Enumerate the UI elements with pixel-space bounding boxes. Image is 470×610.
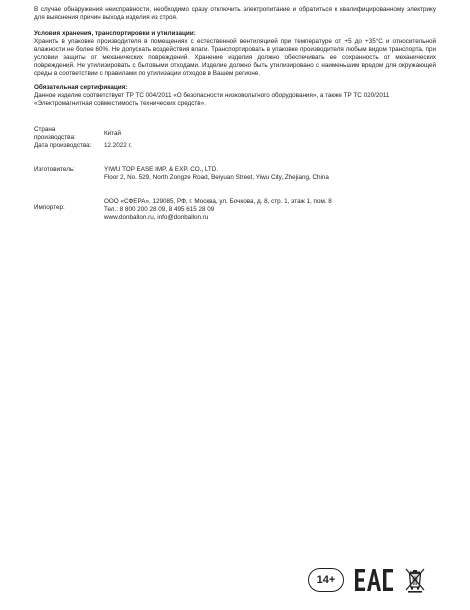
country-label-line2: производства: [34,134,76,141]
country-label [34,126,104,142]
country-row [34,126,332,142]
certification-marks [308,567,426,593]
importer-address: ООО «СФЕРА», 129085, РФ, г. Москва, ул. Бочкова, д. 8, стр. 1, этаж 1, пом. 8 [104,198,332,205]
storage-section [34,30,436,78]
manufacturer-address: Floor 2, No. 529, North Zongze Road, Beiyuan Street, Yiwu City, Zhejiang, China [104,174,329,181]
certification-heading: Обязательная сертификация: [34,84,128,91]
date-row [34,142,332,150]
manufacturer-value [104,166,332,182]
importer-web: www.donballon.ru, info@donballon.ru [104,214,209,221]
certification-section [34,84,436,108]
importer-phone: Тел.: 8 800 200 28 09, 8 495 615 28 09 [104,206,215,213]
date-label: Дата производства: [34,142,92,149]
manufacturer-label: Изготовитель: [34,166,75,173]
importer-label: Импортер: [34,204,65,211]
manufacturer-name: YIWU TOP EASE IMP. & EXP. CO., LTD. [104,166,219,173]
document-page [34,6,436,222]
eac-mark-icon [354,568,394,592]
certification-body: Данное изделие соответствует ТР ТС 004/2011 «О безопасности низковольтного оборудования», а также ТР ТС 020/2011 «Электромагнитная совместимость технических средств». [34,92,390,107]
storage-body: Хранить в упаковке производителя в помещениях с естественной вентиляцией при температуре от +5 до +35°С и относительной влажности не более 60%. Не допускать воздействия влаги. Транспортировать в упаковке производителя любым видом транспорта, при условии защиты от механических повреждений. Хранение изделия должно обеспечивать ее сохранность от механических повреждений. Не утилизировать с бытовыми отходами. Изделие должно быть утилизировано с наименьшим вредом для окружающей среды в соответствии с правилами по утилизации отходов в Вашем регионе. [34,38,436,77]
crossed-bin-icon [404,567,426,593]
manufacturer-row [34,166,332,182]
age-rating-icon: 14+ [308,568,344,592]
product-info-table [34,126,332,222]
storage-heading: Условия хранения, транспортировки и утилизации: [34,30,196,37]
country-label-line1: Страна [34,126,56,133]
importer-value [104,198,332,222]
intro-paragraph: В случае обнаружения неисправности, необходимо сразу отключить электропитание и обратиться к квалифицированному электрику для выяснения причин выхода изделия из строя. [34,6,436,21]
date-value: 12.2022 г. [104,142,132,149]
importer-row [34,198,332,222]
country-value: Китай [104,130,122,137]
